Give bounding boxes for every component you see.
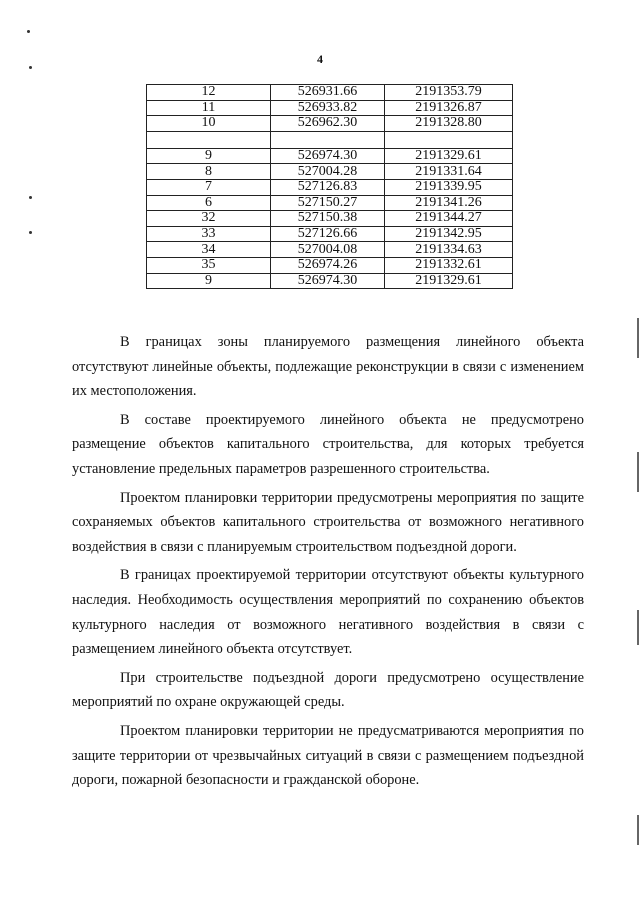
x-coordinate-cell: 526962.30 <box>271 116 385 132</box>
scan-edge-mark <box>637 610 639 645</box>
x-coordinate-cell: 526931.66 <box>271 85 385 101</box>
table-row <box>147 211 513 227</box>
y-coordinate-cell: 2191342.95 <box>385 226 513 242</box>
y-coordinate-cell: 2191329.61 <box>385 148 513 164</box>
table-row <box>147 179 513 195</box>
table-row <box>147 242 513 258</box>
point-number-cell: 10 <box>147 116 271 132</box>
table-row <box>147 273 513 289</box>
page-number: 4 <box>317 52 323 66</box>
table-row <box>147 226 513 242</box>
table-row <box>147 116 513 132</box>
table-row <box>147 164 513 180</box>
x-coordinate-cell: 527150.27 <box>271 195 385 211</box>
y-coordinate-cell: 2191353.79 <box>385 85 513 101</box>
paragraph-no-reconstruction: В границах зоны планируемого размещения линейного объекта отсутствуют линейные объекты, подлежащие реконструкции в связи с изменением их местоположения. <box>72 334 584 400</box>
x-coordinate-cell: 526974.30 <box>271 273 385 289</box>
table-row <box>147 148 513 164</box>
y-coordinate-cell: 2191326.87 <box>385 100 513 116</box>
table-row <box>147 100 513 116</box>
x-coordinate-cell: 526933.82 <box>271 100 385 116</box>
y-coordinate-cell: 2191328.80 <box>385 116 513 132</box>
y-coordinate-cell: 2191344.27 <box>385 211 513 227</box>
scan-edge-mark <box>637 815 639 845</box>
paragraph-no-capital-objects: В составе проектируемого линейного объекта не предусмотрено размещение объектов капитального строительства, для которых требуется установление предельных параметров разрешенного строительства. <box>72 411 584 477</box>
point-number-cell: 6 <box>147 195 271 211</box>
point-number-cell: 11 <box>147 100 271 116</box>
point-number-cell: 35 <box>147 257 271 273</box>
scan-edge-mark <box>637 452 639 492</box>
y-coordinate-cell: 2191339.95 <box>385 179 513 195</box>
y-coordinate-cell: 2191341.26 <box>385 195 513 211</box>
scan-edge-mark <box>637 318 639 358</box>
point-number-cell: 8 <box>147 164 271 180</box>
point-number-cell: 34 <box>147 242 271 258</box>
y-coordinate-cell <box>385 131 513 148</box>
table-row <box>147 131 513 148</box>
point-number-cell: 12 <box>147 85 271 101</box>
scan-speck <box>29 231 32 234</box>
body-text <box>72 330 584 797</box>
x-coordinate-cell: 526974.26 <box>271 257 385 273</box>
point-number-cell: 33 <box>147 226 271 242</box>
x-coordinate-cell <box>271 131 385 148</box>
point-number-cell: 7 <box>147 179 271 195</box>
table-row <box>147 195 513 211</box>
scan-speck <box>29 66 32 69</box>
point-number-cell: 32 <box>147 211 271 227</box>
paragraph-protection-measures: Проектом планировки территории предусмотрены мероприятия по защите сохраняемых объектов капитального строительства от возможного негативного воздействия в связи с планируемым строительством подъездной дороги. <box>72 489 584 555</box>
y-coordinate-cell: 2191329.61 <box>385 273 513 289</box>
paragraph-emergency: Проектом планировки территории не предусматриваются мероприятия по защите территории от чрезвычайных ситуаций в связи с размещением подъездной дороги, пожарной безопасности и гражданской обороне. <box>72 722 584 789</box>
point-number-cell: 9 <box>147 273 271 289</box>
y-coordinate-cell: 2191332.61 <box>385 257 513 273</box>
point-number-cell: 9 <box>147 148 271 164</box>
coordinates-table-body <box>147 85 513 289</box>
x-coordinate-cell: 527126.83 <box>271 179 385 195</box>
paragraph-cultural-heritage: В границах проектируемой территории отсутствуют объекты культурного наследия. Необходимость осуществления мероприятий по сохранению объектов культурного наследия от возможного негативного воздействия в связи с размещением линейного объекта отсутствует. <box>72 567 584 658</box>
coordinates-table <box>146 84 513 289</box>
x-coordinate-cell: 527004.28 <box>271 164 385 180</box>
x-coordinate-cell: 527126.66 <box>271 226 385 242</box>
y-coordinate-cell: 2191334.63 <box>385 242 513 258</box>
paragraph-environment: При строительстве подъездной дороги предусмотрено осуществление мероприятий по охране окружающей среды. <box>72 669 584 711</box>
x-coordinate-cell: 527150.38 <box>271 211 385 227</box>
table-row <box>147 85 513 101</box>
x-coordinate-cell: 527004.08 <box>271 242 385 258</box>
y-coordinate-cell: 2191331.64 <box>385 164 513 180</box>
point-number-cell <box>147 131 271 148</box>
scan-speck <box>27 30 30 33</box>
x-coordinate-cell: 526974.30 <box>271 148 385 164</box>
scan-speck <box>29 196 32 199</box>
table-row <box>147 257 513 273</box>
